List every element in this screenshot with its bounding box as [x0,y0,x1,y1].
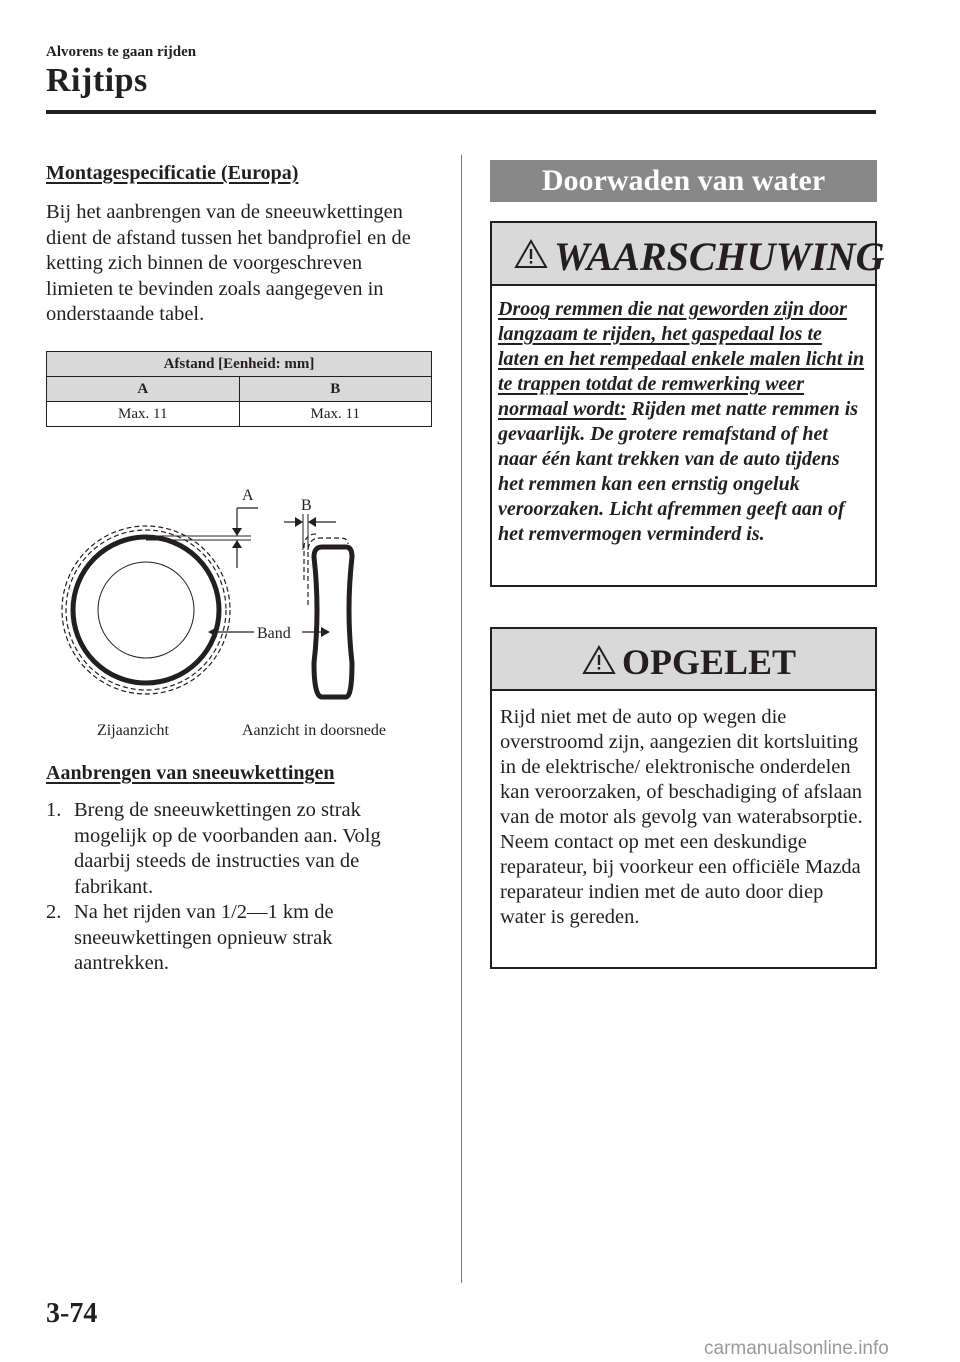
warning-text [498,297,866,547]
chain-outline-outer [62,526,230,694]
spec-heading: Montagespecificatie (Europa) [46,162,299,184]
list-item [46,798,430,900]
header-rule [46,110,876,114]
wheel-rim [98,562,194,658]
label-b: B [301,497,312,514]
chain-outline-inner [66,530,226,690]
page-number: 3-74 [46,1298,98,1329]
table-title: Afstand [Eenheid: mm] [47,352,432,377]
tire-section-outline [314,547,352,697]
spec-intro: Bij het aanbrengen van de sneeuwkettingen dient de afstand tussen het bandprofiel en de ketting zich binnen de voorgeschreven limieten te bevinden zoals aangegeven in onderstaande tabel. [46,201,411,325]
table-cell-b: Max. 11 [239,402,432,427]
mount-heading: Aanbrengen van sneeuwkettingen [46,762,335,784]
warning-body: Rijden met natte remmen is gevaarlijk. De grotere remafstand of het naar één kant trekken van de auto tijdens het remmen kan een ernstig ongeluk veroorzaken. Licht afremmen geeft aan of het remvermogen verminderd is. [498,398,859,545]
label-a: A [242,487,254,504]
column-divider [461,155,462,1283]
warning-box [490,221,885,587]
watermark: carmanualsonline.info [704,1338,889,1359]
step-number: 1. [46,799,62,821]
caution-body: Rijd niet met de auto op wegen die overstroomd zijn, aangezien dit kortsluiting in de elektrische/ elektronische onderdelen kan veroorzaken, of beschadiging of afslaan van de motor als gevolg van waterabsorptie. Neem contact op met een deskundige reparateur, bij voorkeur een officiële Mazda reparateur indien met de auto door diep water is gereden. [500,706,863,928]
label-side-view: Zijaanzicht [97,722,169,739]
section-banner: Doorwaden van water [490,160,877,202]
table-cell-a: Max. 11 [47,402,240,427]
dimension-a-arrowhead-top [232,528,242,536]
caution-title: OPGELET [622,642,797,682]
step-text: Na het rijden van 1/2—1 km de sneeuwkettingen opnieuw strak aantrekken. [74,901,334,974]
warning-lead: Droog remmen die nat geworden zijn door langzaam te rijden, het gaspedaal los te laten en het rempedaal enkele malen licht in te trappen totdat de remwerking weer normaal wordt: [498,298,865,420]
caution-icon [582,645,616,675]
tire-outline [73,537,219,683]
step-number: 2. [46,901,62,923]
step-text: Breng de sneeuwkettingen zo strak mogelijk op de voorbanden aan. Volg daarbij steeds de instructies van de fabrikant. [74,799,381,898]
dimension-a-arrowhead-bottom [232,540,242,548]
dimension-b-arrowhead-right [308,517,316,527]
spec-table [46,351,432,427]
label-band: Band [257,625,291,642]
caution-header [492,629,875,691]
breadcrumb: Alvorens te gaan rijden [46,44,197,60]
list-item [46,900,430,977]
mount-steps-list [46,798,430,977]
page-title: Rijtips [46,62,148,99]
dimension-b-arrowhead-left [295,517,303,527]
snow-chain-diagram [46,470,436,750]
band-arrowhead-right [321,627,330,637]
label-section-view: Aanzicht in doorsnede [242,722,386,739]
warning-title: WAARSCHUWING [554,234,885,279]
table-header-a: A [47,377,240,402]
caution-box [490,627,877,969]
table-header-b: B [239,377,432,402]
warning-header [492,223,885,286]
warning-icon [514,239,548,269]
